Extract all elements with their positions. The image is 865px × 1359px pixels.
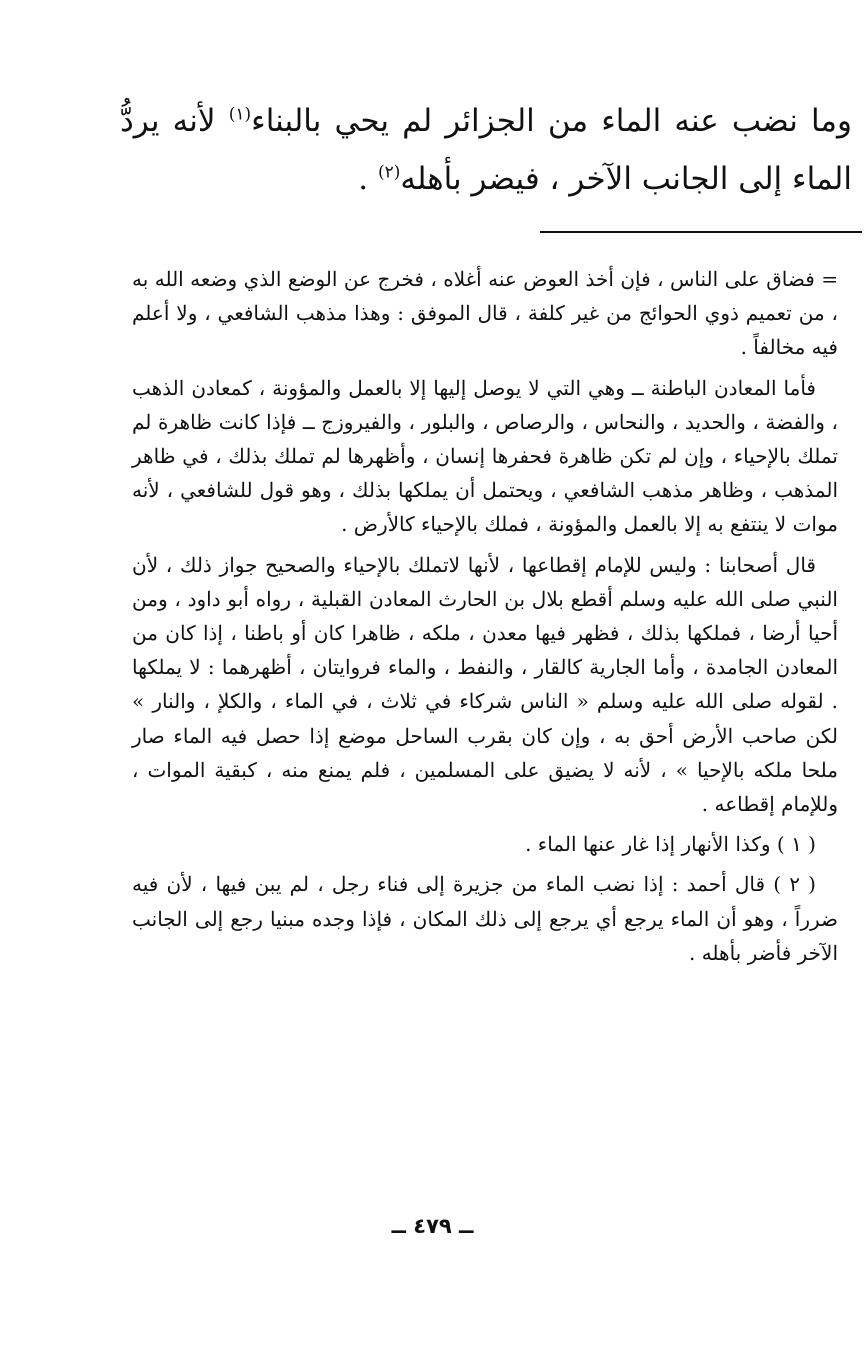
footnote-continuation: = فضاق على الناس ، فإن أخذ العوض عنه أغلاه ، فخرج عن الوضع الذي وضعه الله به ، من تعميم ذوي الحوائج من غير كلفة ، قال الموفق : وهذا مذهب الشافعي ، ولا أعلم فيه مخالفاً . — [132, 267, 838, 360]
main-text-part-1: وما نضب عنه الماء من الجزائر لم يحي بالبناء — [251, 103, 852, 139]
footnote-ref-1: (١) — [228, 104, 252, 125]
footnote-separator — [540, 231, 862, 233]
footnote-paragraph-companions: قال أصحابنا : وليس للإمام إقطاعها ، لأنها لاتملك بالإحياء والصحيح جواز ذلك ، لأن النبي صلى الله عليه وسلم أقطع بلال بن الحارث المعادن القبلية ، رواه أبو داود ، ومن أحيا أرضا ، فملكها بذلك ، فظهر فيها معدن ، ملكه ، ظاهرا كان أو باطنا ، إذا كان من المعادن الجامدة ، وأما الجارية كالقار ، والنفط ، والماء فروايتان ، أظهرهما : لا يملكها . لقوله صلى الله عليه وسلم « الناس شركاء في ثلاث ، في الماء ، والكلإ ، والنار » لكن صاحب الأرض أحق به ، وإن كان بقرب الساحل موضع إذا حصل فيه الماء صار ملحا ملكه بالإحيا » ، لأنه لا يضيق على المسلمين ، فلم يمنع منه ، كبقية الموات ، وللإمام إقطاعه . — [132, 552, 838, 817]
main-text — [120, 92, 852, 208]
footnote-paragraph-hidden-minerals: فأما المعادن الباطنة ــ وهي التي لا يوصل إليها إلا بالعمل والمؤونة ، كمعادن الذهب ، والفضة ، والحديد ، والنحاس ، والرصاص ، والبلور ، والفيروزج ــ فإذا كانت ظاهرة لم تملك بالإحياء ، وإن لم تكن ظاهرة فحفرها إنسان ، وأظهرها لم تملك بذلك ، في ظاهر المذهب ، وظاهر مذهب الشافعي ، ويحتمل أن يملكها بذلك ، وهو قول للشافعي ، لأنه موات لا ينتفع به إلا بالعمل والمؤونة ، فملك بالإحياء كالأرض . — [132, 375, 838, 537]
page-number: ــ ٤٧٩ ــ — [391, 1214, 474, 1238]
main-text-part-2: لأنه يردُّ الماء إلى الجانب الآخر ، فيضر بأهله — [120, 103, 852, 197]
footnote-1: ( ١ ) وكذا الأنهار إذا غار عنها الماء . — [525, 832, 816, 857]
footnote-ref-2: (٢) — [377, 162, 401, 183]
main-text-part-3: . — [358, 161, 378, 197]
footnotes — [132, 262, 838, 976]
footnote-2: ( ٢ ) قال أحمد : إذا نضب الماء من جزيرة إلى فناء رجل ، لم يبن فيها ، لأن فيه ضرراً ، وهو أن الماء يرجع أي يرجع إلى ذلك المكان ، فإذا وجده مبنيا رجع إلى الجانب الآخر فأضر بأهله . — [132, 872, 838, 965]
